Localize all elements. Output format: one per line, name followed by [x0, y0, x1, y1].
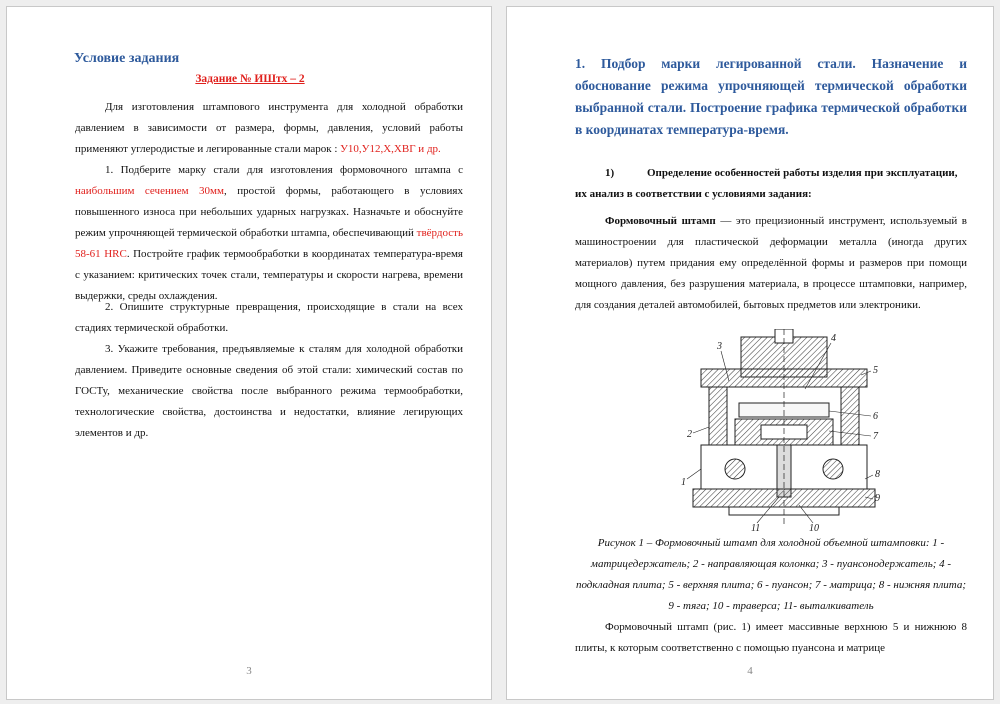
page-number: 4	[747, 665, 753, 677]
section-size: наибольшим сечением 30мм	[75, 185, 224, 197]
task-item-2: 2. Опишите структурные превращения, происходящие в стали на всех стадиях термической обработки.	[75, 301, 463, 334]
fig-label-10: 10	[809, 523, 819, 533]
stamp-drawing	[679, 329, 889, 533]
fig-label-11: 11	[751, 523, 761, 533]
fig-label-6: 6	[873, 411, 878, 422]
fig-label-8: 8	[875, 469, 880, 480]
task-item-1: 1. Подберите марку стали для изготовления формовочного штампа с наибольшим сечением 30мм, простой формы, работающего в условиях повышенного износа при небольших ударных нагрузках. Назначьте и обоснуйте режим упрочняющей термической обработки штампа, обеспечивающий твёрдость 58-61 HRC. Постройте график термообработки в координатах температура-время с указанием: критических точек стали, температуры и скорости нагрева, времени выдержки, среды охлаждения.	[75, 164, 463, 302]
steel-grades: У10,У12,Х,ХВГ и др.	[340, 143, 441, 155]
fig-label-4: 4	[831, 333, 836, 344]
hardness-value: твёрдость 58-61 HRC	[75, 227, 463, 260]
right-page	[506, 6, 994, 700]
task-item-3: 3. Укажите требования, предъявляемые к сталям для холодной обработки давлением. Приведите основные сведения об этой стали: химический состав по ГОСТу, механические свойства после выбранного режима термообработки, технологические свойства, достоинства и недостатки, влияние легирующих элементов и др.	[75, 343, 463, 439]
conditions-heading: Условие задания	[74, 51, 180, 66]
task-title: Задание № ИШтх – 2	[195, 73, 305, 85]
page-number: 3	[246, 665, 252, 677]
fig-label-1: 1	[681, 477, 686, 488]
fig-label-2: 2	[687, 429, 692, 440]
term-bold: Формовочный штамп	[605, 215, 716, 227]
left-page	[6, 6, 492, 700]
fig-label-5: 5	[873, 365, 878, 376]
figure-caption: Рисунок 1 – Формовочный штамп для холодной объемной штамповки: 1 - матрицедержатель; 2 - направляющая колонка; 3 - пуансонодержатель; 4 - подкладная плита; 5 - верхняя плита; 6 - пуансон; 7 - матрица; 8 - нижняя плита; 9 - тяга; 10 - траверса; 11- выталкиватель	[575, 537, 967, 612]
description-paragraph: Формовочный штамп (рис. 1) имеет массивные верхнюю 5 и нижнюю 8 плиты, к которым соответственно с помощью пуансона и матрице	[575, 621, 967, 654]
chapter-heading: 1. Подбор марки легированной стали. Назначение и обоснование режима упрочняющей термической обработки выбранной стали. Построение графика термической обработки в координатах температура-время.	[575, 56, 967, 137]
fig-label-3: 3	[717, 341, 722, 352]
fig-label-9: 9	[875, 493, 880, 504]
section-heading: 1) Определение особенностей работы изделия при эксплуатации, их анализ в соответствии с условиями задания:	[575, 167, 958, 200]
fig-label-7: 7	[873, 431, 878, 442]
intro-paragraph: Для изготовления штампового инструмента для холодной обработки давлением в зависимости от размера, формы, давления, условий работы применяют углеродистые и легированные стали марок : У10,У12,Х,ХВГ и др.	[75, 101, 463, 155]
definition-paragraph: Формовочный штамп — это прецизионный инструмент, используемый в машиностроении для пластической деформации металла (иногда других материалов) путем придания ему определённой формы и размеров при помощи мощного давления, без разрушения материала, в процессе штамповки, например, для создания деталей автомобилей, бытовых предметов или электроники.	[575, 215, 967, 311]
